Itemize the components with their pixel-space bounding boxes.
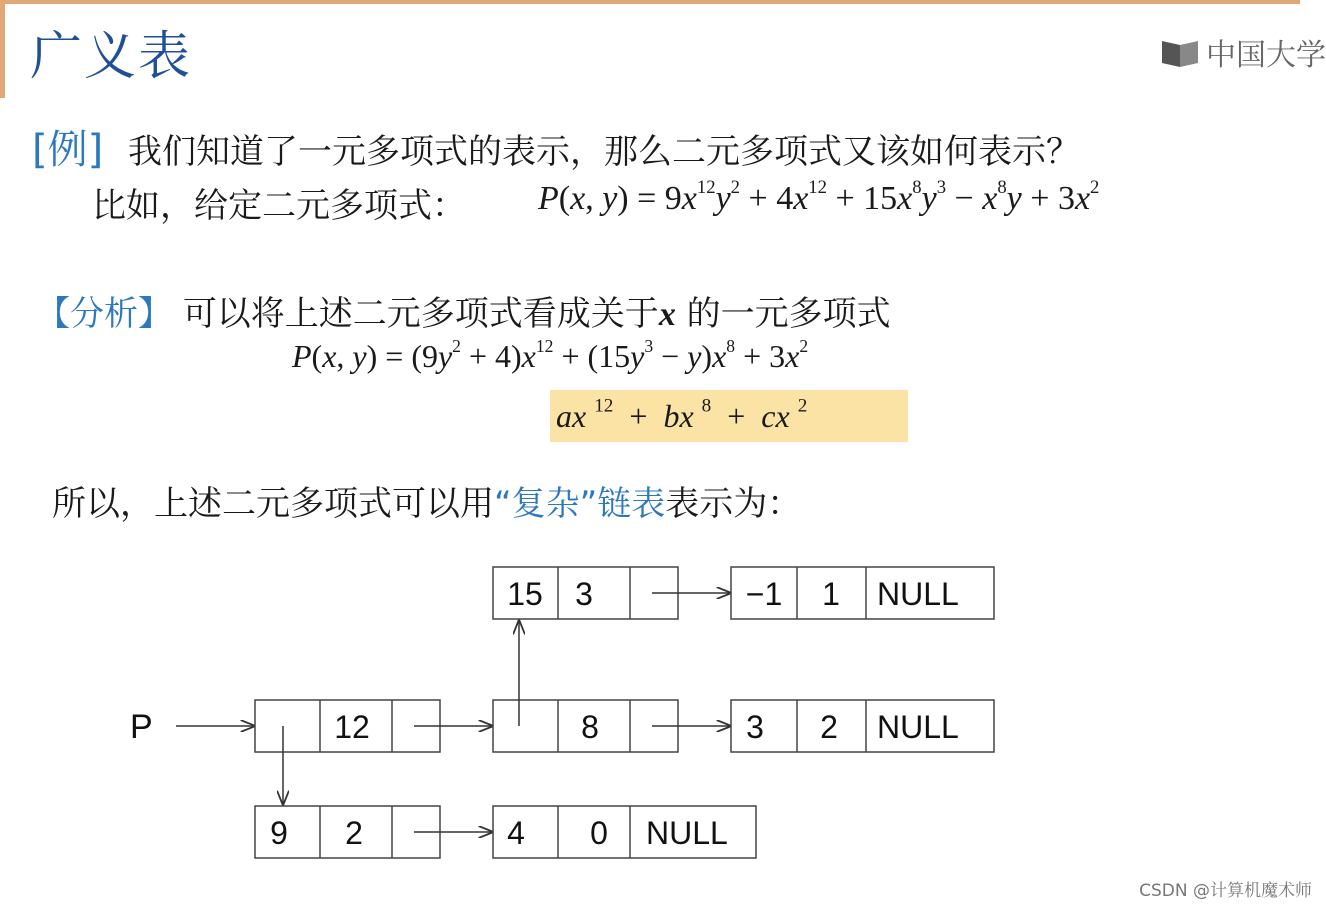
page-title: 广义表 [30, 27, 193, 87]
node-top-b [731, 567, 994, 619]
node-cell: NULL [877, 576, 959, 612]
node-mid-c [731, 700, 994, 752]
node-mid-b [493, 700, 678, 752]
node-cell: 0 [590, 815, 608, 851]
analysis-text-b: 的一元多项式 [686, 294, 891, 334]
node-cell: 15 [507, 576, 543, 612]
conclusion-text-b: 表示为： [665, 484, 802, 524]
regrouped-formula: P(x, $y) = (9y^2 + 4)x^{12} + (15y^3 - y)x^8 + 3x^2$ [292, 336, 809, 374]
node-bot-b [493, 806, 756, 858]
polynomial-formula: P(x, $y) = 9x^{12}y^2 + 4x^{12} + 15x^8y^3 - x^8y + 3x^2$ [538, 177, 1100, 217]
node-cell: −1 [745, 576, 783, 612]
analysis-tag: 【分析】 [36, 294, 172, 334]
conclusion-link: 链表 [597, 484, 666, 524]
conclusion-text-a: 所以，上述二元多项式可以用 [52, 484, 494, 524]
example-question: 我们知道了一元多项式的表示，那么二元多项式又该如何表示？ [128, 132, 1081, 172]
node-cell: 2 [820, 709, 838, 745]
example-tag: [例] [32, 127, 104, 173]
node-cell: 9 [270, 815, 288, 851]
node-cell: 3 [746, 709, 764, 745]
analysis-var: x [658, 296, 676, 333]
node-top-a [493, 567, 678, 619]
analysis-text-a: 可以将上述二元多项式看成关于 [182, 294, 659, 334]
node-cell: 3 [575, 576, 593, 612]
logo-text: 中国大学 [1206, 38, 1326, 73]
conclusion-quoted: “复杂” [494, 484, 598, 524]
node-bot-a [255, 806, 440, 858]
pointer-label: P [130, 708, 153, 746]
node-cell: 4 [507, 815, 525, 851]
watermark: CSDN @计算机魔术师 [1139, 881, 1312, 901]
node-cell: 2 [345, 815, 363, 851]
given-prefix: 比如，给定二元多项式： [92, 186, 466, 226]
node-cell: NULL [877, 709, 959, 745]
node-cell: 1 [822, 576, 840, 612]
coefficient-form: ax $^{12}$ + bx $^8$ + cx $^2$ [556, 395, 808, 434]
node-cell: 8 [581, 709, 599, 745]
node-cell: NULL [646, 815, 728, 851]
node-cell: 12 [334, 709, 370, 745]
